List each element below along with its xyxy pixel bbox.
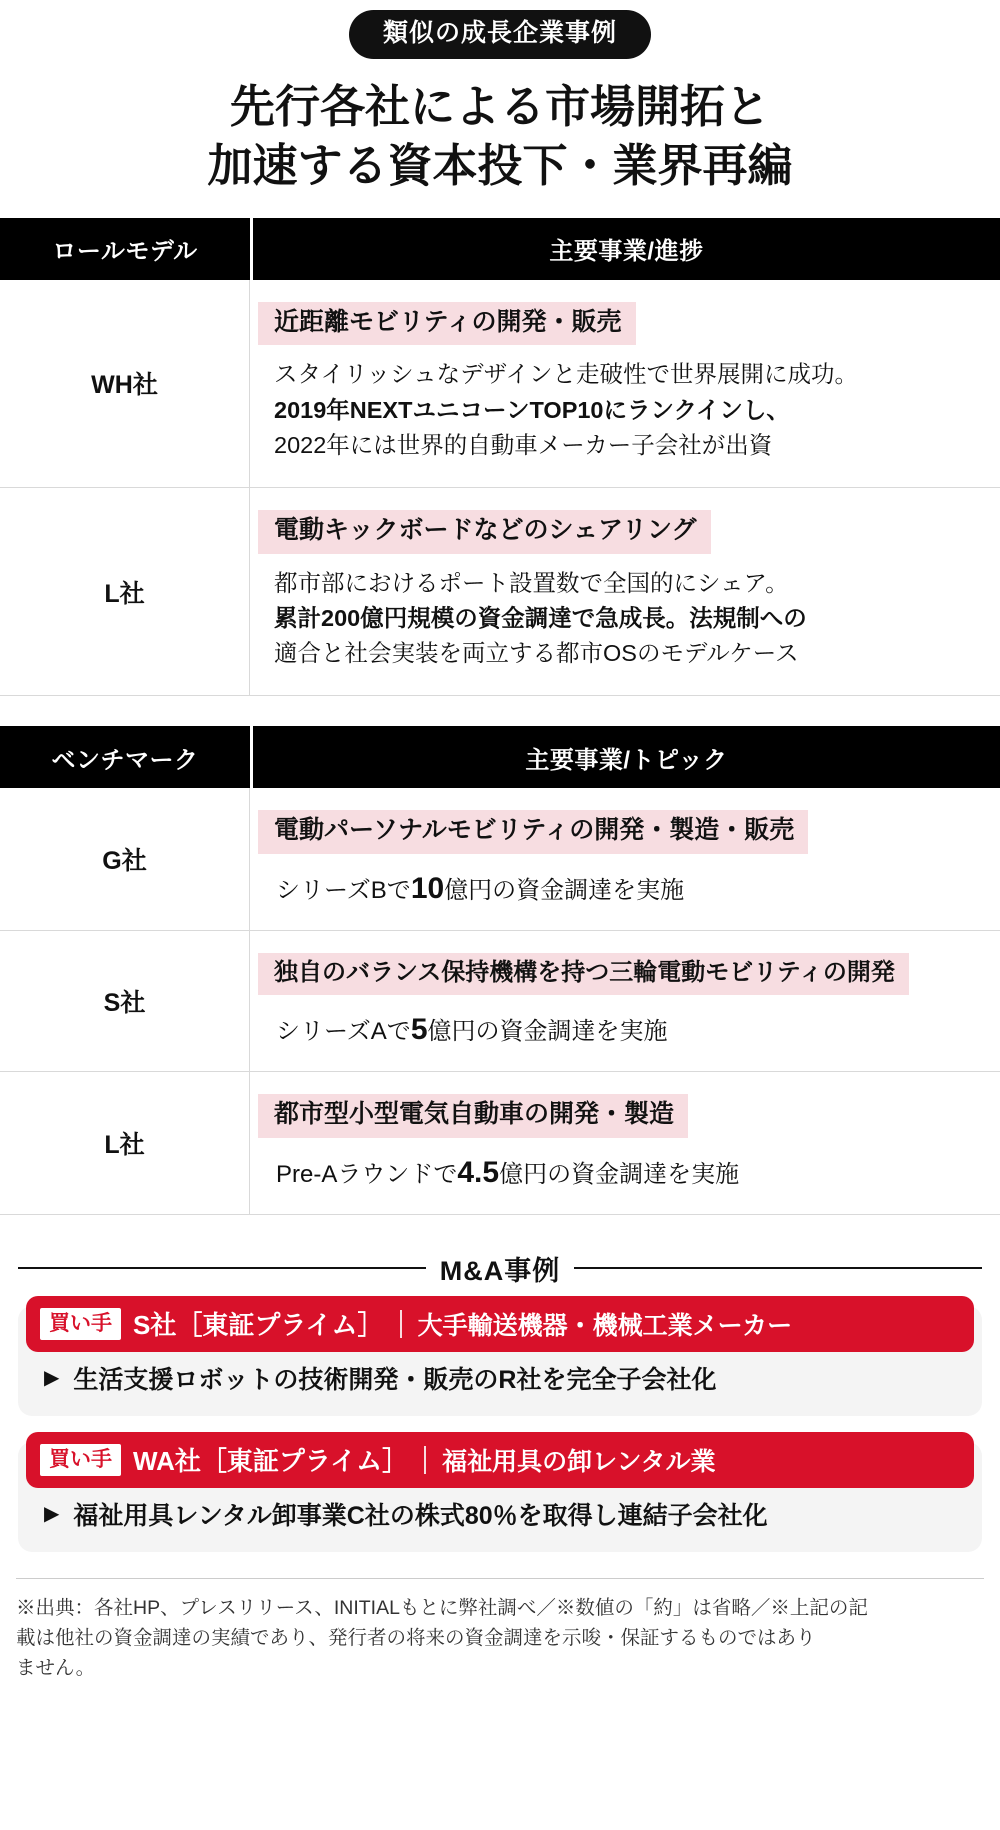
funding-prefix: シリーズBで	[276, 876, 411, 904]
funding-prefix: Pre-Aラウンドで	[276, 1160, 458, 1188]
funding-amount: 4.5	[457, 1155, 500, 1189]
row-highlight: 都市型小型電気自動車の開発・製造	[258, 1094, 688, 1138]
rolemodel-table-header	[0, 218, 1000, 280]
row-description-line2: 2019年NEXTユニコーンTOP10にランクインし、	[274, 396, 790, 423]
table-row	[0, 931, 1000, 1072]
ma-card-header	[26, 1432, 974, 1488]
funding-amount: 5	[410, 1013, 428, 1047]
row-description	[258, 566, 982, 672]
rolemodel-header-label: ロールモデル	[52, 238, 198, 266]
buyer-tag: 買い手	[40, 1444, 121, 1476]
buyer-tag: 買い手	[40, 1308, 121, 1340]
footnote-line1: ※出典：各社HP、プレスリリース、INITIALもとに弊社調べ／※数値の「約」は省略／※上記の記	[16, 1596, 868, 1619]
footnote-line3: ません。	[16, 1657, 96, 1680]
row-description-line1: 都市部におけるポート設置数で全国的にシェア。	[274, 569, 789, 596]
funding-suffix: 億円の資金調達を実施	[499, 1160, 740, 1188]
table-row	[0, 1072, 1000, 1215]
ma-sector: 大手輸送機器・機械工業メーカー	[417, 1311, 793, 1340]
rolemodel-row-body	[250, 488, 1000, 695]
funding-amount: 10	[410, 871, 445, 905]
page-title-line1: 先行各社による市場開拓と	[229, 81, 770, 132]
table-row	[0, 788, 1000, 931]
footnote-divider	[16, 1578, 984, 1579]
benchmark-row-body	[250, 1072, 1000, 1214]
rolemodel-row-label: L社	[0, 488, 250, 695]
row-funding	[258, 1154, 982, 1190]
row-highlight: 電動パーソナルモビリティの開発・製造・販売	[258, 810, 808, 854]
benchmark-header-body: 主要事業/トピック	[525, 746, 728, 774]
funding-suffix: 億円の資金調達を実施	[444, 876, 685, 904]
ma-card-body	[18, 1360, 982, 1400]
ma-company: WA社［東証プライム］	[133, 1446, 409, 1477]
triangle-right-icon: ▶	[44, 1366, 60, 1389]
row-description	[258, 357, 982, 463]
row-funding	[258, 870, 982, 906]
row-description-line2: 累計200億円規模の資金調達で急成長。法規制への	[274, 604, 807, 631]
row-highlight: 電動キックボードなどのシェアリング	[258, 510, 711, 554]
row-description-line1: スタイリッシュなデザインと走破性で世界展開に成功。	[274, 361, 858, 388]
ma-header-divider	[424, 1446, 426, 1474]
ma-detail: 生活支援ロボットの技術開発・販売のR社を完全子会社化	[73, 1365, 717, 1394]
row-description-line3: 2022年には世界的自動車メーカー子会社が出資	[274, 431, 773, 458]
row-funding	[258, 1011, 982, 1047]
badge-container	[0, 0, 1000, 59]
page-title-line2: 加速する資本投下・業界再編	[207, 140, 793, 192]
divider-right	[574, 1267, 982, 1269]
benchmark-row-body	[250, 931, 1000, 1071]
ma-section-title: M&A事例	[439, 1255, 561, 1286]
ma-header-divider	[400, 1310, 402, 1338]
benchmark-table-header	[0, 726, 1000, 788]
funding-prefix: シリーズAで	[276, 1018, 411, 1046]
ma-card-body	[18, 1496, 982, 1536]
rolemodel-table	[0, 218, 1000, 697]
footnote	[16, 1593, 984, 1684]
divider-left	[18, 1267, 426, 1269]
triangle-right-icon: ▶	[44, 1502, 60, 1525]
page-title	[0, 77, 1000, 196]
table-gap	[0, 696, 1000, 726]
benchmark-table	[0, 726, 1000, 1214]
ma-card-header	[26, 1296, 974, 1352]
row-highlight: 独自のバランス保持機構を持つ三輪電動モビリティの開発	[258, 953, 909, 995]
footnote-line2: 載は他社の資金調達の実績であり、発行者の将来の資金調達を示唆・保証するものではあり	[16, 1626, 816, 1649]
benchmark-row-label: L社	[0, 1072, 250, 1214]
row-description-line3: 適合と社会実装を両立する都市OSのモデルケース	[274, 640, 799, 667]
benchmark-row-label: G社	[0, 788, 250, 930]
funding-suffix: 億円の資金調達を実施	[427, 1018, 668, 1046]
ma-detail: 福祉用具レンタル卸事業C社の株式80％を取得し連結子会社化	[73, 1501, 768, 1530]
ma-section-header	[0, 1249, 1000, 1288]
ma-card	[18, 1442, 982, 1552]
benchmark-row-body	[250, 788, 1000, 930]
row-highlight: 近距離モビリティの開発・販売	[258, 302, 636, 346]
table-row	[0, 488, 1000, 696]
benchmark-header-label: ベンチマーク	[51, 746, 199, 774]
rolemodel-row-label: WH社	[0, 280, 250, 487]
ma-sector: 福祉用具の卸レンタル業	[442, 1447, 716, 1476]
table-row	[0, 280, 1000, 488]
ma-company: S社［東証プライム］	[133, 1310, 384, 1341]
rolemodel-header-body: 主要事業/進捗	[549, 238, 704, 266]
benchmark-row-label: S社	[0, 931, 250, 1071]
ma-section	[0, 1249, 1000, 1552]
ma-card	[18, 1306, 982, 1416]
rolemodel-row-body	[250, 280, 1000, 487]
section-badge: 類似の成長企業事例	[349, 10, 651, 59]
